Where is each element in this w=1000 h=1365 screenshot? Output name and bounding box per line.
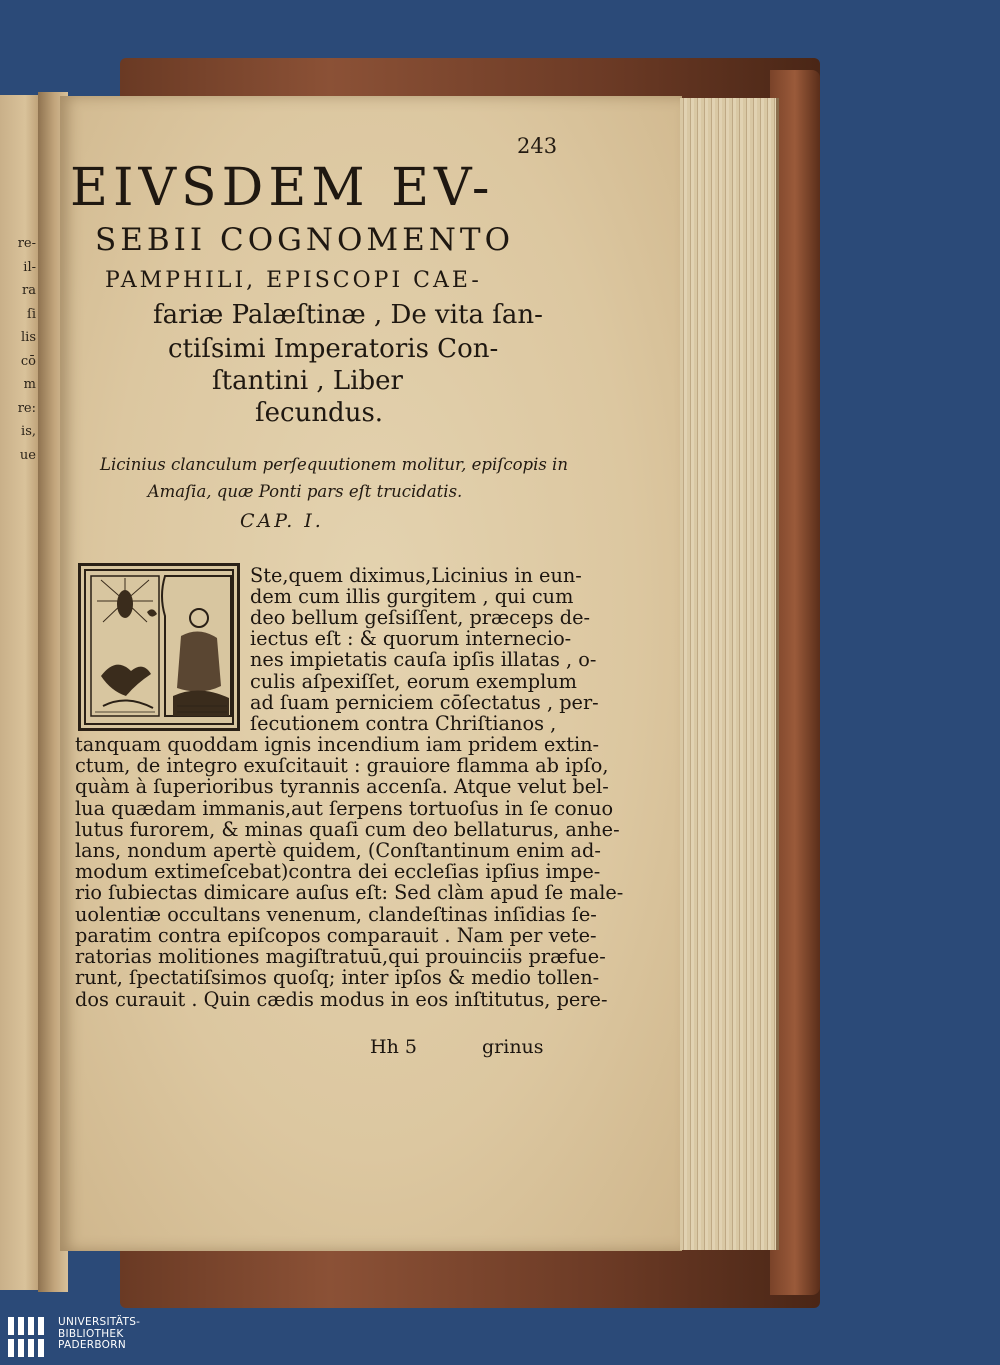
text-line: tanquam quoddam ignis incendium iam pridem extin- (75, 733, 600, 756)
left-fragment: m (23, 377, 36, 392)
title-line: SEBII COGNOMENTO (95, 222, 515, 258)
title-line: ſtantini , Liber (212, 366, 403, 396)
signature-mark: Hh 5 (370, 1036, 417, 1058)
chapter-heading: CAP. I. (240, 510, 324, 532)
left-fragment: ra (22, 283, 36, 298)
text-line: culis aſpexiſſet, eorum exemplum (250, 670, 577, 693)
text-line: iectus eſt : & quorum internecio- (250, 627, 572, 650)
text-line: ctum, de integro exuſcitauit : grauiore flamma ab ipſo, (75, 754, 609, 777)
text-line: uolentiæ occultans venenum, clandeſtinas inſidias ſe- (75, 903, 597, 926)
text-line: ſecutionem contra Chriſtianos , (250, 712, 557, 735)
text-line: modum extimeſcebat)contra dei eccleſias ipſius impe- (75, 860, 601, 883)
chapter-summary-line: Licinius clanculum perſequutionem molitur, epiſcopis in (100, 455, 568, 474)
library-name-line: BIBLIOTHEK (58, 1327, 124, 1340)
left-fragment: re: (17, 400, 36, 416)
left-fragment: is, (21, 424, 36, 439)
left-fragment: re- (17, 236, 36, 251)
text-line: lutus furorem, & minas quaſi cum deo bellaturus, anhe- (75, 818, 620, 841)
left-fragment: lis (21, 330, 36, 345)
title-line: PAMPHILI, EPISCOPI CAE- (105, 268, 482, 293)
text-line: lans, nondum apertè quidem, (Conſtantinum enim ad- (75, 839, 601, 862)
left-page-text (0, 232, 36, 467)
page-fore-edges (680, 98, 779, 1250)
library-logo-icon (6, 1315, 46, 1359)
text-line: quàm à ſuperioribus tyrannis accenſa. Atque velut bel- (75, 775, 609, 798)
text-line: lua quædam immanis,aut ſerpens tortuoſus in ſe conuo (75, 797, 614, 820)
text-line: runt, ſpectatiſsimos quoſq; inter ipſos & medio tollen- (75, 966, 600, 989)
chapter-summary-line: Amaſia, quæ Ponti pars eſt trucidatis. (147, 482, 463, 501)
text-line: ad ſuam perniciem cōſectatus , per- (250, 691, 599, 714)
left-fragment: il- (23, 259, 36, 275)
text-line: nes impietatis cauſa ipſis illatas , o- (250, 648, 597, 671)
library-name-line: UNIVERSITÄTS- (58, 1316, 141, 1328)
text-line: paratim contra epiſcopos comparauit . Nam per vete- (75, 924, 597, 947)
text-line: ratorias molitiones magiſtratuū,qui prouinciis præfue- (75, 945, 606, 968)
title-line: EIVSDEM EV- (70, 158, 495, 218)
page-number: 243 (517, 134, 558, 158)
text-line: dos curauit . Quin cædis modus in eos inſtitutus, pere- (75, 988, 608, 1011)
text-line: dem cum illis gurgitem , qui cum (250, 585, 574, 608)
left-fragment: cō (20, 353, 36, 369)
left-fragment: ſi (27, 306, 36, 322)
title-line: ctiſsimi Imperatoris Con- (168, 334, 499, 364)
left-fragment: ue (19, 447, 36, 463)
catchword: grinus (482, 1036, 544, 1058)
text-line: rio ſubiectas dimicare auſus eſt: Sed clàm apud ſe male- (75, 881, 624, 904)
text-line: deo bellum geſsiſſent, præceps de- (250, 606, 590, 629)
library-name-line: PADERBORN (58, 1339, 126, 1351)
title-line: fariæ Palæſtinæ , De vita ſan- (153, 300, 543, 330)
woodcut-initial-illustration (78, 563, 240, 731)
title-line: ſecundus. (255, 398, 384, 428)
text-line: Ste,quem diximus,Licinius in eun- (250, 564, 582, 587)
